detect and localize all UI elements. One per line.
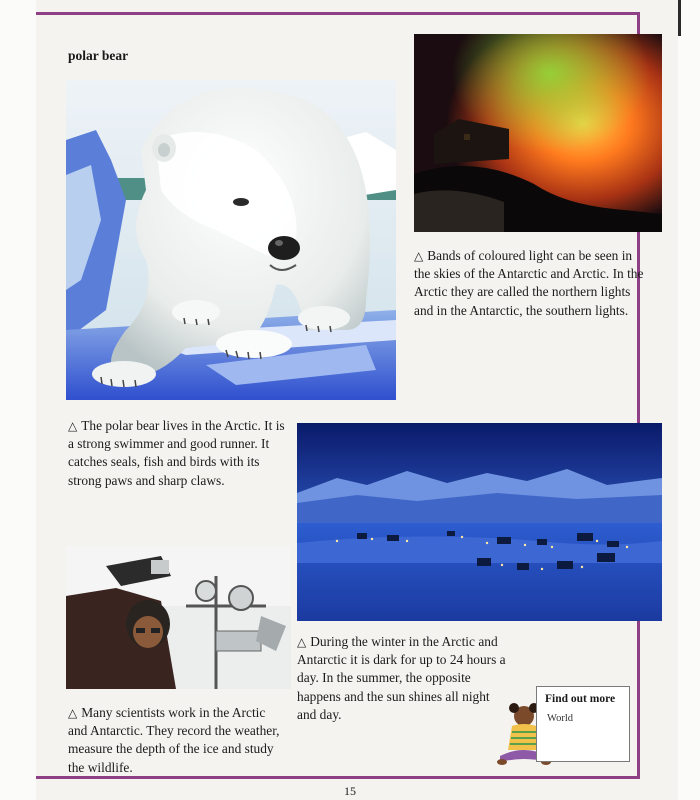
triangle-icon: △ — [297, 635, 307, 649]
scientist-photo — [66, 546, 291, 689]
northern-lights-caption — [414, 247, 644, 320]
scientists-caption-text: Many scientists work in the Arctic and Antarctic. They record the weather, measure the depth of the ice and study the wildlife. — [68, 705, 280, 775]
page-right-margin — [678, 0, 700, 800]
scientists-caption — [68, 704, 283, 777]
find-out-more-box — [536, 686, 630, 762]
frame-top-border — [36, 12, 638, 15]
polar-bear-label: polar bear — [68, 48, 129, 63]
northern-lights-caption-text: Bands of coloured light can be seen in the skies of the Antarctic and Arctic. In the Arctic they are called the northern lights and in the Antarctic, the southern lights. — [414, 248, 644, 318]
page-number: 15 — [344, 784, 356, 798]
arctic-town-photo — [297, 423, 662, 621]
triangle-icon: △ — [414, 249, 424, 263]
page-left-margin — [0, 0, 36, 800]
polar-bear-caption-text: The polar bear lives in the Arctic. It is a strong swimmer and good runner. It catches seals, fish and birds with its strong paws and sharp claws. — [68, 418, 285, 488]
winter-caption — [297, 633, 512, 724]
polar-bear-caption — [68, 417, 288, 490]
triangle-icon: △ — [68, 419, 78, 433]
find-out-more-title: Find out more — [545, 693, 616, 705]
northern-lights-photo — [414, 34, 662, 232]
polar-bear-illustration — [66, 80, 396, 400]
find-out-more-link-world[interactable]: World — [547, 713, 573, 724]
winter-caption-text: During the winter in the Arctic and Antarctic it is dark for up to 24 hours a day. In the summer, the opposite happens and the sun shines all night and day. — [297, 634, 506, 722]
triangle-icon: △ — [68, 706, 78, 720]
